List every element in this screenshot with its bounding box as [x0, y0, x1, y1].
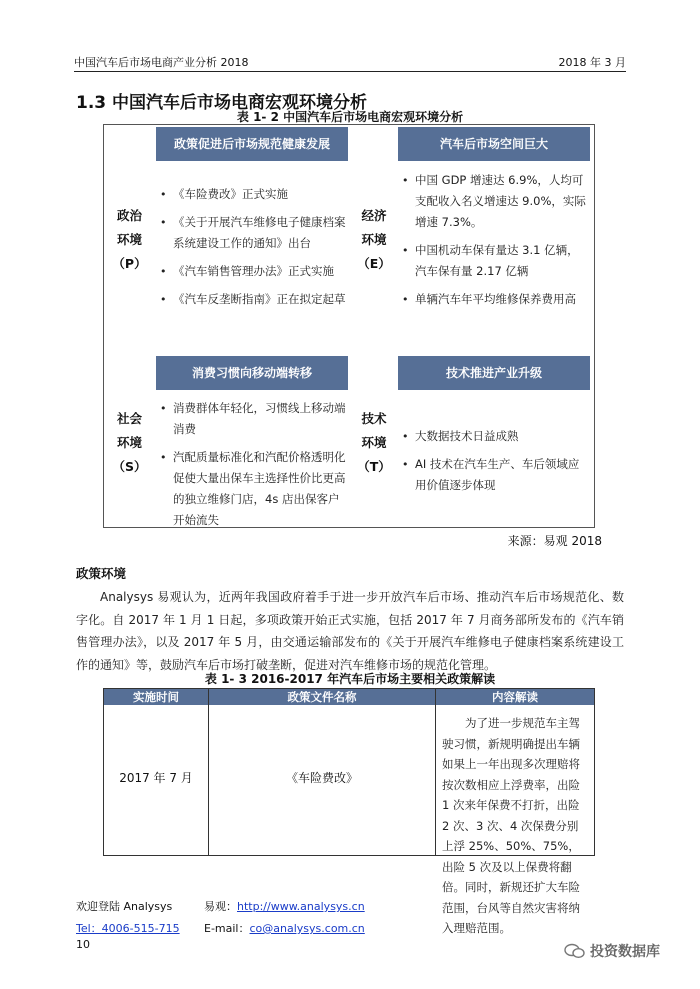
table2-header-name: 政策文件名称	[209, 689, 435, 705]
page-header	[74, 50, 626, 72]
social-list	[158, 398, 348, 538]
table2-cell-date: 2017 年 7 月	[119, 771, 193, 785]
page-number: 10	[76, 938, 90, 951]
list-item: • 单辆汽车年平均维修保养费用高	[400, 289, 590, 310]
watermark: 投资数据库	[564, 941, 660, 961]
social-band: 消费习惯向移动端转移	[156, 356, 348, 390]
list-item: • 《汽车销售管理办法》正式实施	[158, 261, 348, 282]
list-item: • 《汽车反垄断指南》正在拟定起草	[158, 289, 348, 310]
economic-label: 经济 环境 （E）	[357, 208, 391, 271]
list-item: • AI 技术在汽车生产、车后领域应用价值逐步体现	[400, 454, 590, 496]
technology-band: 技术推进产业升级	[398, 356, 590, 390]
footer-tel[interactable]: Tel：4006-515-715	[76, 922, 180, 935]
header-title: 中国汽车后市场电商产业分析 2018	[74, 56, 249, 69]
technology-label: 技术 环境 （T）	[357, 411, 391, 474]
list-item: • 中国机动车保有量达 3.1 亿辆，汽车保有量 2.17 亿辆	[400, 240, 590, 282]
section-title: 1.3 中国汽车后市场电商宏观环境分析	[76, 93, 368, 113]
political-list	[158, 184, 348, 317]
list-item: • 大数据技术日益成熟	[400, 426, 590, 447]
technology-list	[400, 426, 590, 503]
table1-caption: 表 1- 2 中国汽车后市场电商宏观环境分析	[236, 110, 464, 124]
list-item: • 《关于开展汽车维修电子健康档案系统建设工作的通知》出台	[158, 212, 348, 254]
body-paragraph: Analysys 易观认为，近两年我国政府着手于进一步开放汽车后市场、推动汽车后市场规范化、数字化。自 2017 年 1 月 1 日起，多项政策开始正式实施，包括 2017 年 7 月商务部所发布的《汽车销售管理办法》，以及 2017 年 5 月，由交通运输部发布的《关于开展汽车维修电子健康档案系统建设工作的通知》等，鼓励汽车后市场打破垄断，促进对汽车维修市场的规范化管理。	[76, 590, 624, 672]
footer-email: E-mail：co@analysys.com.cn	[204, 922, 365, 935]
list-item: • 消费群体年轻化，习惯线上移动端消费	[158, 398, 348, 440]
subsection-title: 政策环境	[76, 566, 127, 581]
website-link[interactable]: http://www.analysys.cn	[237, 900, 365, 913]
table2-cell-content: 为了进一步规范车主驾驶习惯，新规明确提出车辆如果上一年出现多次理赔将按次数相应上浮费率，出险 1 次来年保费不打折，出险 2 次、3 次、4 次保费分别上浮 25%、50%、75%，出险 5 次及以上保费将翻倍。同时，新规还扩大车险范围，台风等自然灾害将纳入理赔范围。	[442, 716, 580, 935]
table2-cell-name: 《车险费改》	[285, 771, 358, 785]
table2-caption: 表 1- 3 2016-2017 年汽车后市场主要相关政策解读	[204, 672, 496, 686]
header-date: 2018 年 3 月	[558, 56, 626, 69]
political-label: 政治 环境 （P）	[112, 208, 147, 271]
economic-band: 汽车后市场空间巨大	[398, 127, 590, 161]
list-item: • 中国 GDP 增速达 6.9%，人均可支配收入名义增速达 9.0%，实际增速 7.3%。	[400, 170, 590, 233]
list-item: • 汽配质量标准化和汽配价格透明化促使大量出保车主选择性价比更高的独立维修门店，4s 店出保客户开始流失	[158, 447, 348, 531]
political-band: 政策促进后市场规范健康发展	[156, 127, 348, 161]
list-item: • 《车险费改》正式实施	[158, 184, 348, 205]
social-label: 社会 环境 （S）	[112, 411, 147, 474]
table2-header-date: 实施时间	[104, 689, 208, 705]
wechat-icon	[564, 943, 586, 959]
email-link[interactable]: co@analysys.com.cn	[249, 922, 365, 935]
table2-header-content: 内容解读	[436, 689, 594, 705]
economic-list	[400, 170, 590, 317]
table1-source: 来源：易观 2018	[507, 534, 602, 548]
footer-welcome: 欢迎登陆 Analysys	[76, 900, 173, 913]
footer-website: 易观：http://www.analysys.cn	[204, 900, 365, 913]
